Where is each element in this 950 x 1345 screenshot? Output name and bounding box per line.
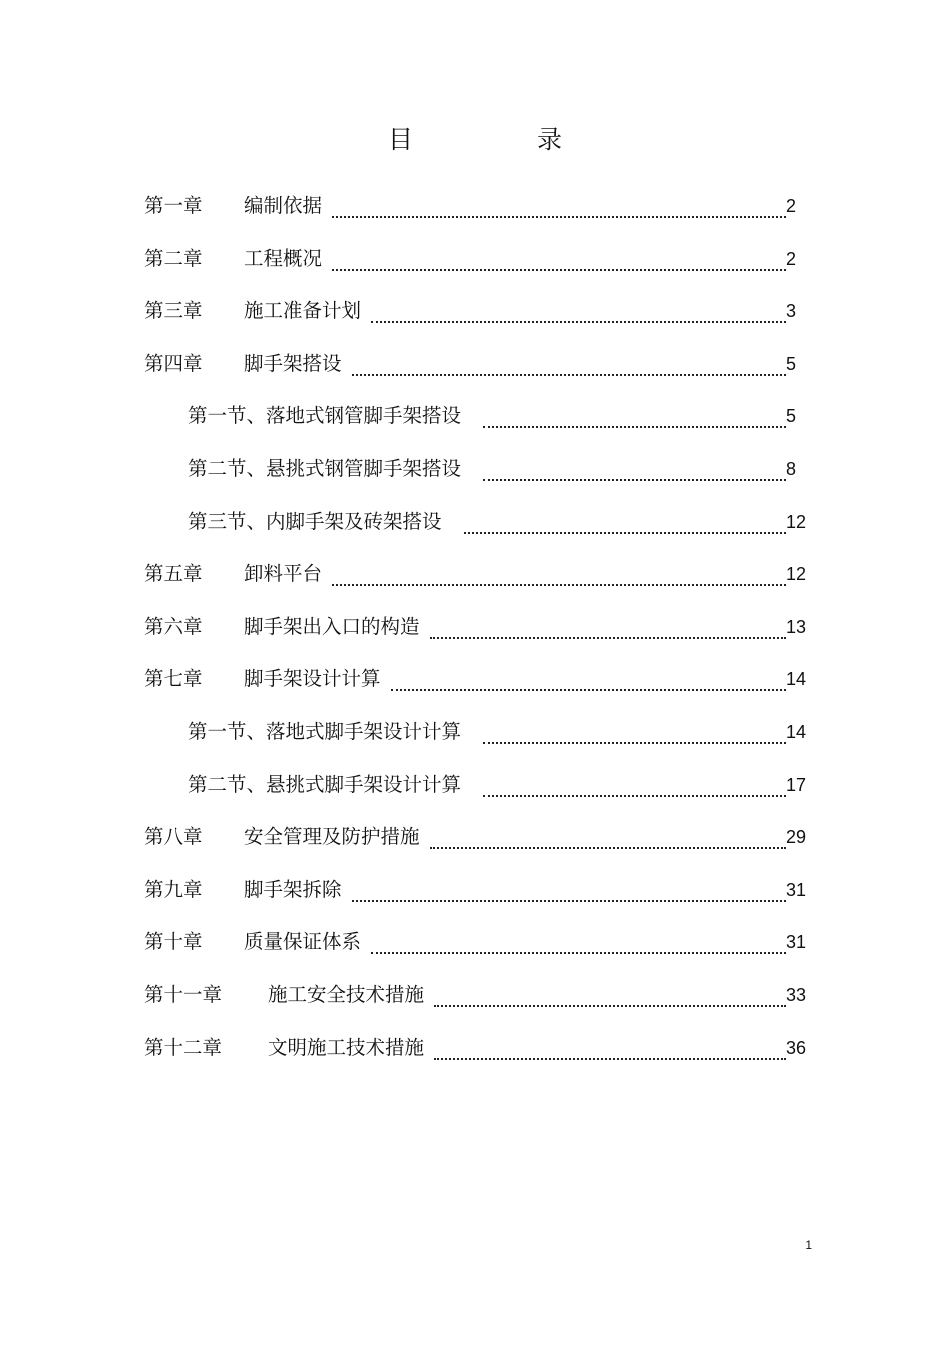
toc-leader-dots [332, 194, 786, 218]
toc-entry-page: 3 [786, 301, 797, 322]
toc-entry-text: 脚手架出入口的构造 [244, 614, 420, 638]
toc-entry-label: 第六章 [144, 614, 203, 638]
toc-entry-label: 第九章 [144, 877, 203, 901]
toc-entry-text: 第二节、悬挑式钢管脚手架搭设 [188, 456, 462, 480]
toc-leader-dots [483, 720, 786, 744]
toc-entry-chapter-9[interactable] [0, 870, 950, 923]
toc-entry-page: 14 [786, 721, 807, 742]
toc-entry-label: 第八章 [144, 825, 203, 849]
toc-entry-label: 第一章 [144, 194, 203, 217]
toc-entry-page: 31 [786, 932, 807, 953]
toc-entry-section-7-2[interactable] [0, 765, 950, 818]
toc-entry-text: 质量保证体系 [244, 930, 362, 954]
toc-entry-page: 33 [786, 984, 807, 1005]
toc-entry-text: 脚手架搭设 [244, 351, 342, 375]
toc-leader-dots [483, 457, 786, 481]
toc-entry-chapter-7[interactable] [0, 659, 950, 712]
toc-entry-page: 5 [786, 406, 797, 427]
toc-entry-page: 14 [786, 669, 807, 690]
toc-entry-page: 12 [786, 564, 807, 585]
toc-entry-label: 第四章 [144, 351, 203, 375]
toc-entry-page: 17 [786, 774, 807, 795]
toc-entry-page: 2 [786, 196, 797, 216]
toc-entry-chapter-4[interactable] [0, 344, 950, 397]
toc-leader-dots [352, 352, 786, 376]
toc-leader-dots [391, 667, 786, 691]
toc-entry-label: 第十二章 [144, 1035, 223, 1059]
toc-leader-dots [483, 404, 786, 428]
toc-entry-label: 第二章 [144, 246, 203, 270]
toc-entry-chapter-5[interactable] [0, 554, 950, 607]
toc-leader-dots [430, 615, 786, 639]
toc-entry-label: 第五章 [144, 562, 203, 586]
page-number: 1 [805, 1238, 812, 1252]
toc-leader-dots [434, 1036, 786, 1060]
toc-entry-page: 5 [786, 353, 797, 374]
toc-entry-chapter-2[interactable] [0, 239, 950, 292]
toc-entry-chapter-1[interactable] [0, 186, 950, 239]
toc-entry-text: 施工准备计划 [244, 299, 362, 323]
toc-leader-dots [434, 983, 786, 1007]
toc-entry-section-4-2[interactable] [0, 449, 950, 502]
toc-entry-label: 第七章 [144, 667, 203, 691]
toc-entry-label: 第三章 [144, 299, 203, 323]
toc-entry-text: 安全管理及防护措施 [244, 825, 420, 849]
toc-entry-page: 31 [786, 879, 807, 900]
toc-entry-text: 第二节、悬挑式脚手架设计计算 [188, 772, 462, 796]
toc-leader-dots [430, 825, 786, 849]
toc-entry-chapter-11[interactable] [0, 975, 950, 1028]
toc-leader-dots [483, 773, 786, 797]
toc-entry-text: 脚手架设计计算 [244, 667, 381, 691]
toc-entry-section-4-1[interactable] [0, 396, 950, 449]
toc-entry-text: 编制依据 [244, 194, 323, 217]
toc-entry-section-7-1[interactable] [0, 712, 950, 765]
toc-entry-label: 第十一章 [144, 982, 223, 1006]
toc-entry-chapter-8[interactable] [0, 817, 950, 870]
toc-leader-dots [371, 299, 786, 323]
toc-leader-dots [332, 562, 786, 586]
toc-entry-page: 12 [786, 511, 807, 532]
toc-entry-text: 卸料平台 [244, 562, 323, 586]
toc-entry-text: 文明施工技术措施 [268, 1035, 425, 1059]
toc-entry-page: 13 [786, 616, 807, 637]
toc-entry-text: 第三节、内脚手架及砖架搭设 [188, 509, 442, 533]
toc-entry-label: 第十章 [144, 930, 203, 954]
toc-entry-page: 36 [786, 1037, 807, 1058]
toc-entry-chapter-10[interactable] [0, 922, 950, 975]
toc-entry-text: 施工安全技术措施 [268, 982, 425, 1006]
toc-leader-dots [352, 878, 786, 902]
toc-leader-dots [332, 247, 786, 271]
toc-entry-page: 2 [786, 248, 797, 269]
toc-entry-text: 脚手架拆除 [244, 877, 342, 901]
toc-leader-dots [464, 510, 786, 534]
toc-entry-chapter-12[interactable] [0, 1028, 950, 1081]
toc-entry-text: 工程概况 [244, 246, 323, 270]
toc-entry-page: 8 [786, 458, 797, 479]
toc-entry-text: 第一节、落地式钢管脚手架搭设 [188, 404, 462, 428]
toc-entry-page: 29 [786, 827, 807, 848]
toc-title: 目 录 [388, 125, 620, 154]
toc-entry-chapter-6[interactable] [0, 607, 950, 660]
toc-entry-chapter-3[interactable] [0, 291, 950, 344]
toc-leader-dots [371, 930, 786, 954]
toc-entry-section-4-3[interactable] [0, 502, 950, 555]
toc-entry-text: 第一节、落地式脚手架设计计算 [188, 719, 462, 743]
toc-list [0, 186, 950, 1080]
